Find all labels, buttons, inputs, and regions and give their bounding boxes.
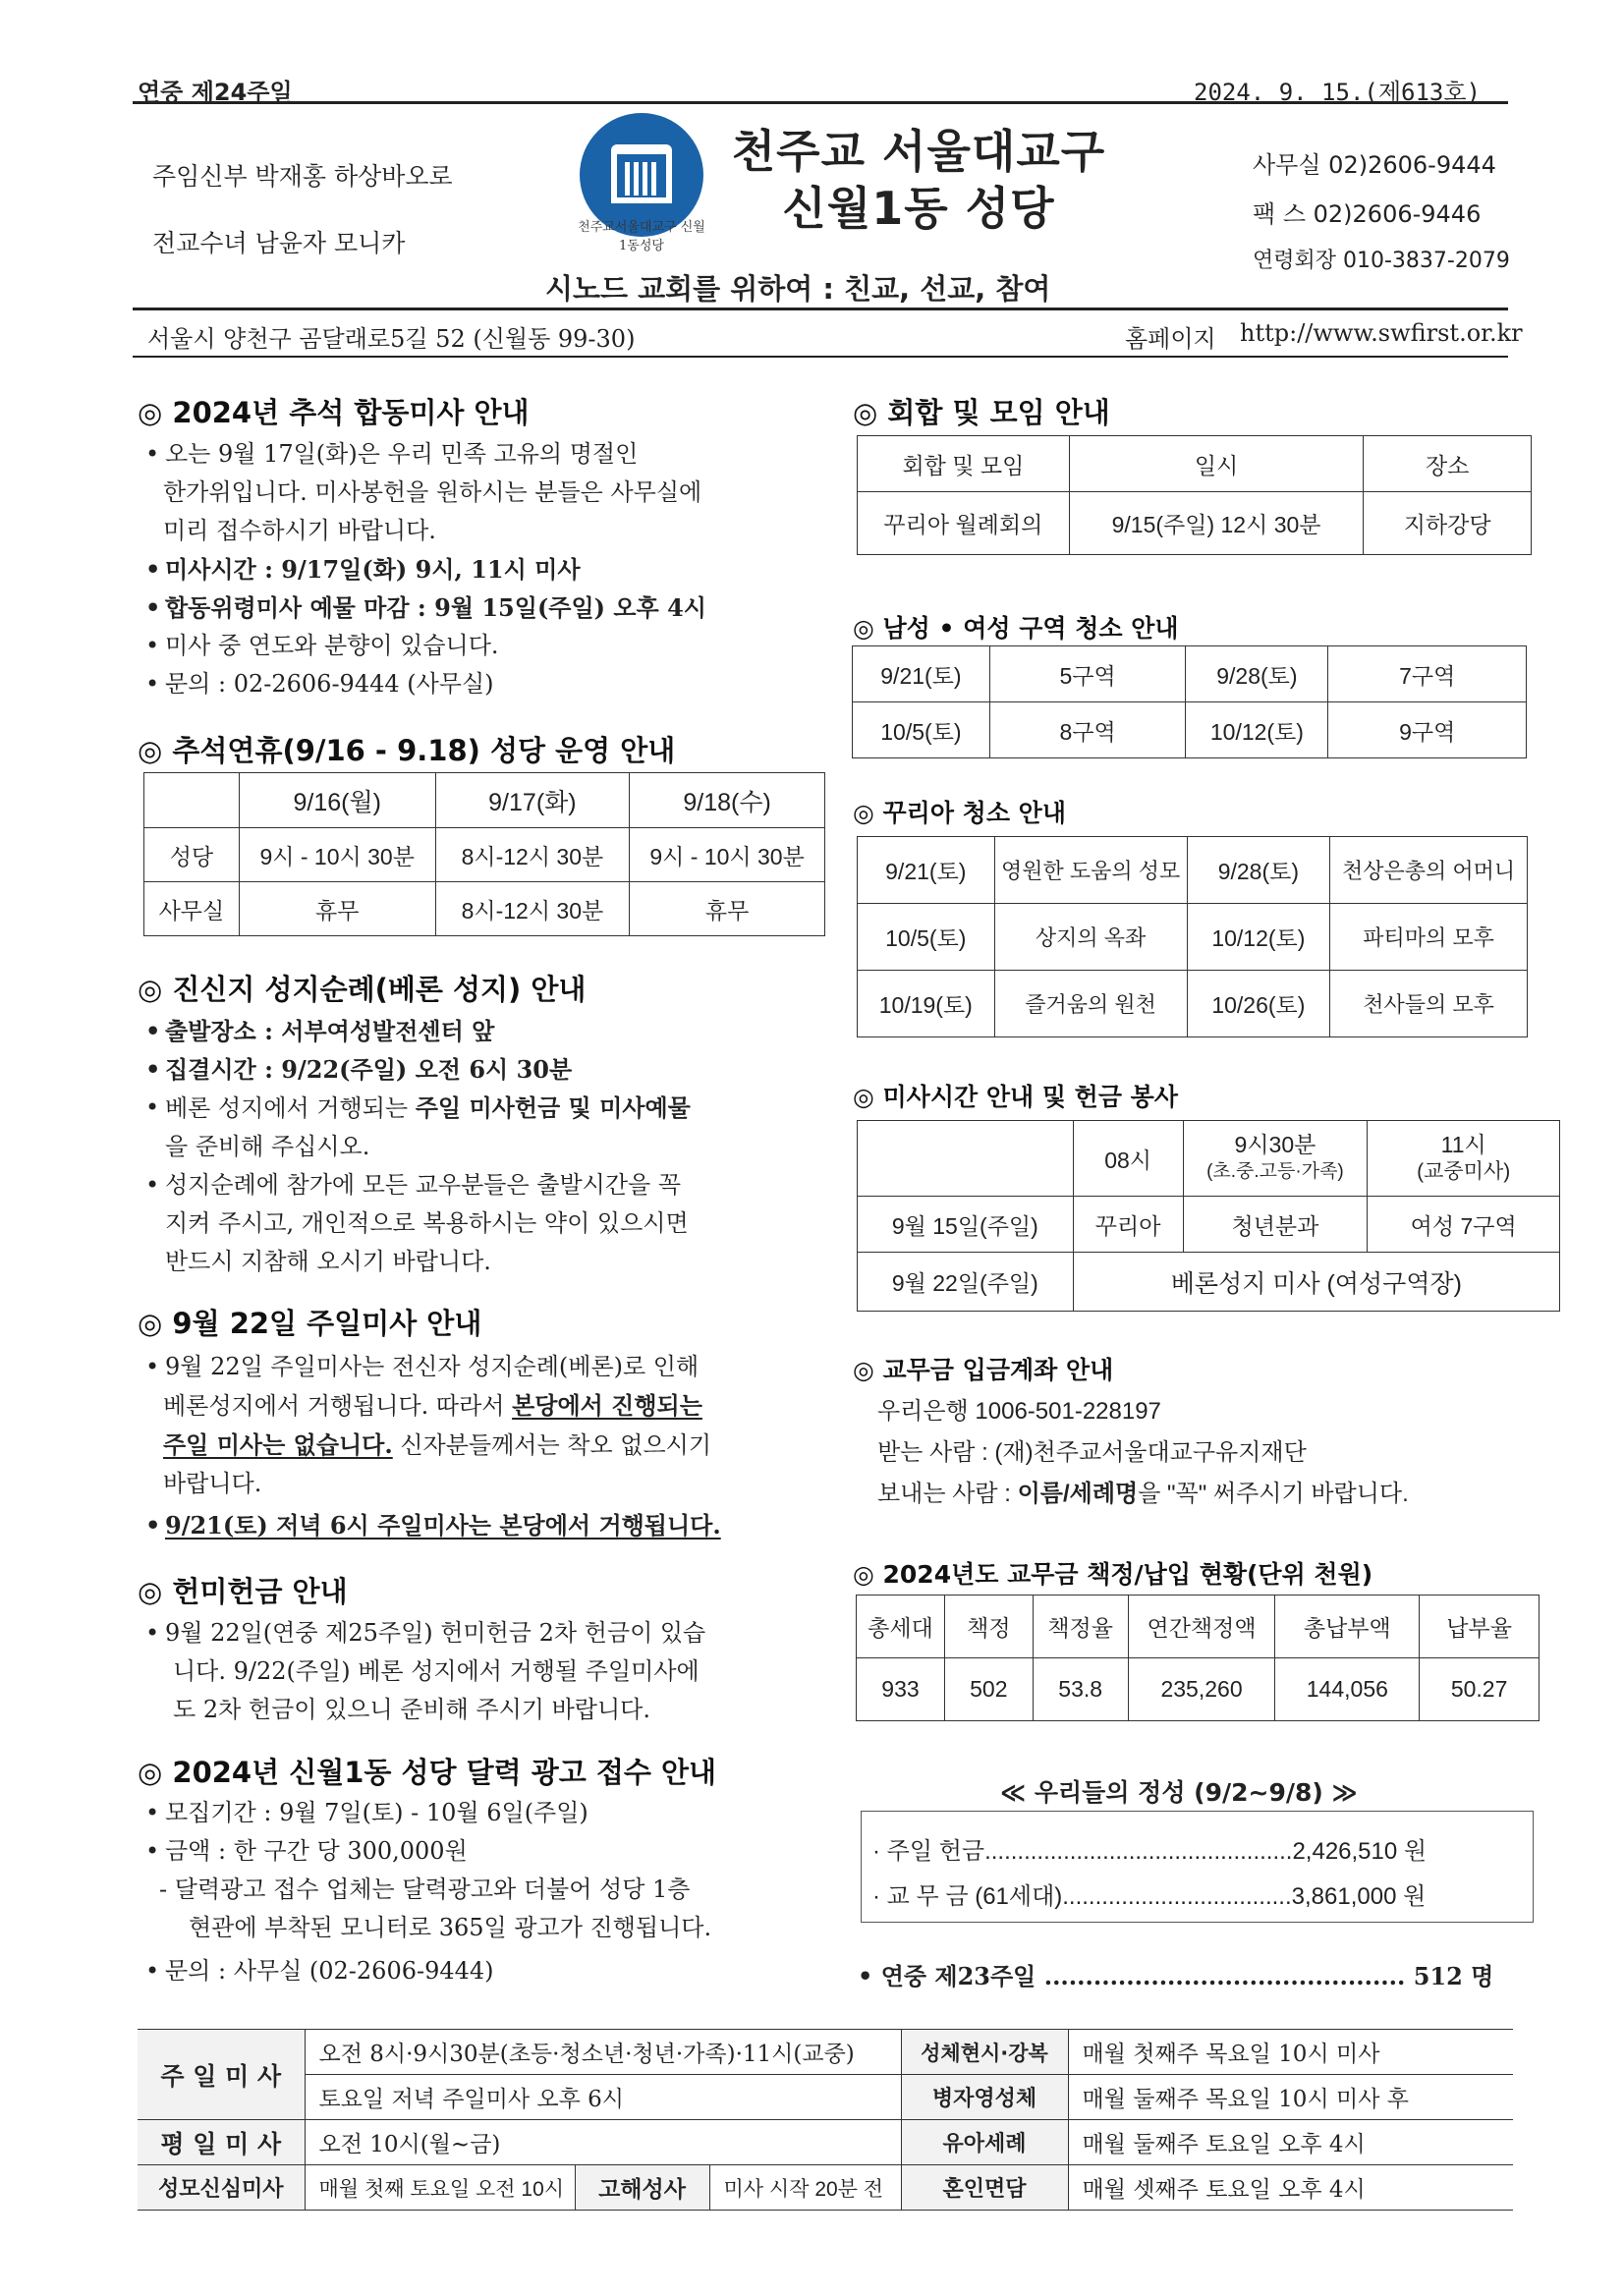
table-cell: 꾸리아 — [1073, 1197, 1183, 1253]
table-cell: 책정율 — [1033, 1596, 1128, 1658]
account-sender — [877, 1474, 1409, 1515]
pilgrimage-body — [145, 1012, 691, 1281]
table-cell: 영원한 도움의 성모 — [994, 837, 1187, 904]
table-cell — [858, 1121, 1074, 1197]
table-cell: 즐거움의 원천 — [994, 971, 1187, 1037]
logo-caption: 천주교서울대교구 신월1동성당 — [578, 220, 705, 253]
account-receiver: 받는 사람 : (재)천주교서울대교구유지재단 — [877, 1439, 1307, 1466]
table-cell: 9시 - 10시 30분 — [239, 828, 435, 882]
text-run: 신자분들께서는 착오 없으시기 — [392, 1431, 712, 1459]
table-cell: 총세대 — [857, 1596, 945, 1658]
text-run-bold: 주일 미사는 없습니다. — [163, 1430, 393, 1459]
pilgrimage-item: • 출발장소 : 서부여성발전센터 앞 — [145, 1012, 691, 1050]
schedule-label: 평 일 미 사 — [138, 2120, 305, 2165]
pipes-icon — [625, 162, 658, 196]
table-row — [138, 2120, 1513, 2165]
table-row — [138, 2030, 1513, 2075]
table-cell: 휴무 — [239, 882, 435, 936]
table-cell: 지하강당 — [1364, 492, 1532, 555]
calendar-ad-line: • 문의 : 사무실 (02-2606-9444) — [145, 1952, 711, 1990]
schedule-label: 고해성사 — [575, 2165, 709, 2211]
table-cell: 장소 — [1364, 436, 1532, 492]
table-cell: 회합 및 모임 — [858, 436, 1070, 492]
pilgrimage-item — [145, 1089, 691, 1128]
issue-date: 2024. 9. 15.(제613호) — [1194, 79, 1482, 106]
table-cell: 10/26(토) — [1187, 971, 1330, 1037]
table-row — [858, 436, 1532, 492]
table-row — [138, 2075, 1513, 2120]
table-cell: 10/19(토) — [858, 971, 995, 1037]
table-cell: 10/5(토) — [858, 904, 995, 971]
chuseok-intro-3: 미리 접수하시기 바랍니다. — [163, 517, 436, 544]
chuseok-intro-2: 한가위입니다. 미사봉헌을 원하시는 분들은 사무실에 — [163, 478, 702, 506]
text-run: 을 "꼭" 써주시기 바랍니다. — [1138, 1481, 1409, 1507]
offering-line: • 9월 22일(연중 제25주일) 헌미헌금 2차 헌금이 있습 — [145, 1614, 705, 1652]
table-row — [853, 646, 1527, 702]
table-cell: 144,056 — [1275, 1658, 1420, 1721]
table-cell: 8시-12시 30분 — [435, 828, 630, 882]
table-row — [853, 702, 1527, 758]
giving-heading: ≪ 우리들의 정성 (9/2~9/8) ≫ — [1000, 1778, 1358, 1807]
schedule-label: 유아세례 — [901, 2120, 1068, 2165]
homepage-label: 홈페이지 — [1125, 325, 1216, 353]
table-cell: 일시 — [1069, 436, 1364, 492]
table-cell: 10/5(토) — [853, 702, 990, 758]
schedule-value: 오전 8시·9시30분(초등·청소년·청년·가족)·11시(교중) — [305, 2030, 901, 2075]
table-cell: 성당 — [144, 828, 240, 882]
table-cell: 연간책정액 — [1128, 1596, 1275, 1658]
table-row — [144, 882, 825, 936]
address: 서울시 양천구 곰달래로5길 52 (신월동 99-30) — [147, 325, 636, 353]
pilgrimage-heading: ◎ 진신지 성지순례(베론 성지) 안내 — [138, 973, 587, 1006]
homepage-link[interactable]: http://www.swfirst.or.kr — [1240, 319, 1523, 347]
chuseok-item: • 문의 : 02-2606-9444 (사무실) — [145, 665, 706, 703]
title-line-2: 신월1동 성당 — [782, 182, 1055, 235]
pilgrimage-item: • 집결시간 : 9/22(주일) 오전 6시 30분 — [145, 1050, 691, 1089]
table-row — [857, 1658, 1540, 1721]
giving-dues: · 교 무 금 (61세대)...................................3,861,000 원 — [872, 1883, 1427, 1910]
text-run-bold: 이름/세례명 — [1017, 1481, 1139, 1507]
schedule-value: 매월 첫째 토요일 오전 10시 — [305, 2165, 575, 2211]
meetings-heading: ◎ 회합 및 모임 안내 — [853, 396, 1110, 429]
table-cell: 50.27 — [1420, 1658, 1540, 1721]
schedule-label: 성모신심미사 — [138, 2165, 305, 2211]
chuseok-heading: ◎ 2024년 추석 합동미사 안내 — [138, 396, 530, 429]
table-cell: 천사들의 모후 — [1330, 971, 1528, 1037]
table-cell: 총납부액 — [1275, 1596, 1420, 1658]
calendar-ad-line: - 달력광고 접수 업체는 달력광고와 더불어 성당 1층 — [159, 1876, 691, 1903]
table-cell: 5구역 — [989, 646, 1186, 702]
table-row — [857, 1596, 1540, 1658]
table-cell: 9/28(토) — [1187, 837, 1330, 904]
table-row — [144, 773, 825, 828]
sept22-line: • 9월 22일 주일미사는 전신자 성지순례(베론)로 인해 — [145, 1348, 721, 1386]
dues-heading: ◎ 2024년도 교무금 책정/납입 현황(단위 천원) — [853, 1560, 1373, 1589]
sept22-notice: • 9/21(토) 저녁 6시 주일미사는 본당에서 거행됩니다. — [145, 1506, 721, 1544]
account-heading: ◎ 교무금 입금계좌 안내 — [853, 1356, 1114, 1384]
cleaning-heading: ◎ 남성 • 여성 구역 청소 안내 — [853, 614, 1179, 643]
schedule-label: 주 일 미 사 — [138, 2030, 305, 2120]
giving-lines — [872, 1829, 1427, 1920]
header-subtext: (초.중.고등·가족) — [1206, 1161, 1344, 1182]
text-run: 베론성지에서 거행됩니다. 따라서 — [163, 1392, 513, 1420]
offering-line: 니다. 9/22(주일) 베론 성지에서 거행될 주일미사에 — [173, 1657, 700, 1685]
table-cell: 여성 7구역 — [1368, 1197, 1560, 1253]
schedule-value: 토요일 저녁 주일미사 오후 6시 — [305, 2075, 901, 2120]
chuseok-item: • 미사 중 연도와 분향이 있습니다. — [145, 627, 706, 665]
table-cell: 9시 - 10시 30분 — [630, 828, 825, 882]
bank-account: 우리은행 1006-501-228197 — [877, 1398, 1161, 1425]
table-cell: 10/12(토) — [1187, 904, 1330, 971]
table-cell: 사무실 — [144, 882, 240, 936]
account-body — [877, 1391, 1409, 1515]
table-cell: 상지의 옥좌 — [994, 904, 1187, 971]
chuseok-item: • 미사시간 : 9/17일(화) 9시, 11시 미사 — [145, 550, 706, 588]
text-run-bold: 본당에서 진행되는 — [512, 1391, 702, 1420]
table-cell: 납부율 — [1420, 1596, 1540, 1658]
header-rule — [133, 308, 1508, 310]
table-cell: 9구역 — [1328, 702, 1527, 758]
table-row — [858, 492, 1532, 555]
table-cell: 10/12(토) — [1186, 702, 1328, 758]
table-cell: 933 — [857, 1658, 945, 1721]
header-subtext: (교중미사) — [1417, 1160, 1511, 1183]
sept22-line: 바랍니다. — [163, 1470, 262, 1497]
table-row — [858, 1253, 1560, 1312]
schedule-value: 오전 10시(월~금) — [305, 2120, 901, 2165]
week-label: 연중 제24주일 — [138, 79, 293, 106]
giving-sunday: · 주일 헌금...............................................2,426,510 원 — [872, 1838, 1428, 1865]
table-cell: 9/17(화) — [435, 773, 630, 828]
curia-heading: ◎ 꾸리아 청소 안내 — [853, 799, 1066, 827]
schedule-value: 매월 둘째주 토요일 오후 4시 — [1068, 2120, 1513, 2165]
table-row — [858, 904, 1528, 971]
table-cell: 8시-12시 30분 — [435, 882, 630, 936]
chuseok-intro-1: • 오는 9월 17일(화)은 우리 민족 고유의 명절인 — [145, 435, 706, 474]
table-cell: 53.8 — [1033, 1658, 1128, 1721]
fax-number: 팩 스 02)2606-9446 — [1253, 200, 1482, 228]
table-cell: 9/28(토) — [1186, 646, 1328, 702]
calendar-ad-body — [145, 1794, 711, 1990]
table-cell — [1183, 1121, 1368, 1197]
table-row — [144, 828, 825, 882]
table-row — [858, 1121, 1560, 1197]
header-text: 9시30분 — [1234, 1132, 1316, 1157]
table-cell: 502 — [944, 1658, 1033, 1721]
holiday-heading: ◎ 추석연휴(9/16 - 9.18) 성당 운영 안내 — [138, 734, 676, 767]
table-cell: 베론성지 미사 (여성구역장) — [1073, 1253, 1559, 1312]
schedule-value: 매월 셋째주 토요일 오후 4시 — [1068, 2165, 1513, 2211]
address-rule — [133, 356, 1508, 358]
table-cell: 9월 15일(주일) — [858, 1197, 1074, 1253]
table-cell — [1368, 1121, 1560, 1197]
holiday-table — [143, 772, 825, 936]
mass-service-table — [857, 1120, 1560, 1312]
table-row — [858, 1197, 1560, 1253]
calendar-ad-line: 현관에 부착된 모니터로 365일 광고가 진행됩니다. — [189, 1914, 712, 1941]
curia-table — [857, 836, 1528, 1037]
table-cell — [144, 773, 240, 828]
council-phone: 연령회장 010-3837-2079 — [1253, 249, 1510, 273]
pilgrimage-line: 반드시 지참해 오시기 바랍니다. — [165, 1248, 491, 1275]
calendar-ad-heading: ◎ 2024년 신월1동 성당 달력 광고 접수 안내 — [138, 1756, 717, 1789]
table-cell: 꾸리아 월례회의 — [858, 492, 1070, 555]
text-run-bold: 주일 미사헌금 및 미사예물 — [415, 1093, 691, 1122]
table-cell: 8구역 — [989, 702, 1186, 758]
table-cell: 9/16(월) — [239, 773, 435, 828]
table-cell: 7구역 — [1328, 646, 1527, 702]
table-cell: 천상은총의 어머니 — [1330, 837, 1528, 904]
motto: 시노드 교회를 위하여 : 친교, 선교, 참여 — [545, 272, 1051, 306]
header-text: 11시 — [1440, 1132, 1486, 1157]
page-title — [712, 123, 1125, 237]
calendar-ad-line: • 금액 : 한 구간 당 300,000원 — [145, 1832, 711, 1871]
table-cell: 9월 22일(주일) — [858, 1253, 1074, 1312]
table-cell: 파티마의 모후 — [1330, 904, 1528, 971]
table-cell: 9/15(주일) 12시 30분 — [1069, 492, 1364, 555]
sept22-line — [145, 1426, 721, 1465]
table-cell: 235,260 — [1128, 1658, 1275, 1721]
sept22-heading: ◎ 9월 22일 주일미사 안내 — [138, 1307, 482, 1340]
dues-table — [856, 1595, 1540, 1721]
offering-body — [145, 1614, 705, 1729]
schedule-value: 미사 시작 20분 전 — [709, 2165, 901, 2211]
office-phone: 사무실 02)2606-9444 — [1253, 151, 1496, 179]
sept22-body — [145, 1348, 721, 1544]
title-line-1: 천주교 서울대교구 — [731, 125, 1106, 178]
sister-name: 전교수녀 남윤자 모니카 — [152, 229, 406, 257]
schedule-value: 매월 둘째주 목요일 10시 미사 후 — [1068, 2075, 1513, 2120]
priest-name: 주임신부 박재홍 하상바오로 — [152, 162, 453, 191]
schedule-label: 혼인면담 — [901, 2165, 1068, 2211]
sept22-line — [145, 1386, 721, 1426]
table-row — [138, 2165, 1513, 2211]
schedule-value: 매월 첫째주 목요일 10시 미사 — [1068, 2030, 1513, 2075]
table-cell: 9/21(토) — [858, 837, 995, 904]
attendance: • 연중 제23주일 ............................................ 512 명 — [858, 1962, 1494, 1990]
schedule-label: 병자영성체 — [901, 2075, 1068, 2120]
chuseok-item: • 합동위령미사 예물 마감 : 9월 15일(주일) 오후 4시 — [145, 588, 706, 627]
table-row — [858, 971, 1528, 1037]
meetings-table — [857, 435, 1532, 555]
calendar-ad-line: • 모집기간 : 9월 7일(토) - 10월 6일(주일) — [145, 1794, 711, 1832]
offering-heading: ◎ 헌미헌금 안내 — [138, 1575, 348, 1608]
table-cell: 책정 — [944, 1596, 1033, 1658]
text-run: 베론 성지에서 거행되는 — [165, 1094, 416, 1122]
cleaning-table — [852, 645, 1527, 758]
table-cell: 08시 — [1073, 1121, 1183, 1197]
top-rule — [133, 101, 1508, 104]
table-cell: 9/18(수) — [630, 773, 825, 828]
mass-service-heading: ◎ 미사시간 안내 및 헌금 봉사 — [853, 1083, 1178, 1111]
schedule-label: 성체현시·강복 — [901, 2030, 1068, 2075]
chuseok-body — [145, 435, 706, 703]
table-row — [858, 837, 1528, 904]
text-run: 보내는 사람 : — [877, 1481, 1018, 1507]
schedule-table — [138, 2029, 1513, 2211]
offering-line: 도 2차 헌금이 있으니 준비해 주시기 바랍니다. — [173, 1696, 650, 1723]
pilgrimage-item: • 성지순례에 참가에 모든 교우분들은 출발시간을 꼭 — [145, 1166, 691, 1204]
pilgrimage-line: 지켜 주시고, 개인적으로 복용하시는 약이 있으시면 — [165, 1209, 689, 1237]
table-cell: 9/21(토) — [853, 646, 990, 702]
pilgrimage-line: 을 준비해 주십시오. — [165, 1133, 370, 1160]
table-cell: 청년분과 — [1183, 1197, 1368, 1253]
table-cell: 휴무 — [630, 882, 825, 936]
